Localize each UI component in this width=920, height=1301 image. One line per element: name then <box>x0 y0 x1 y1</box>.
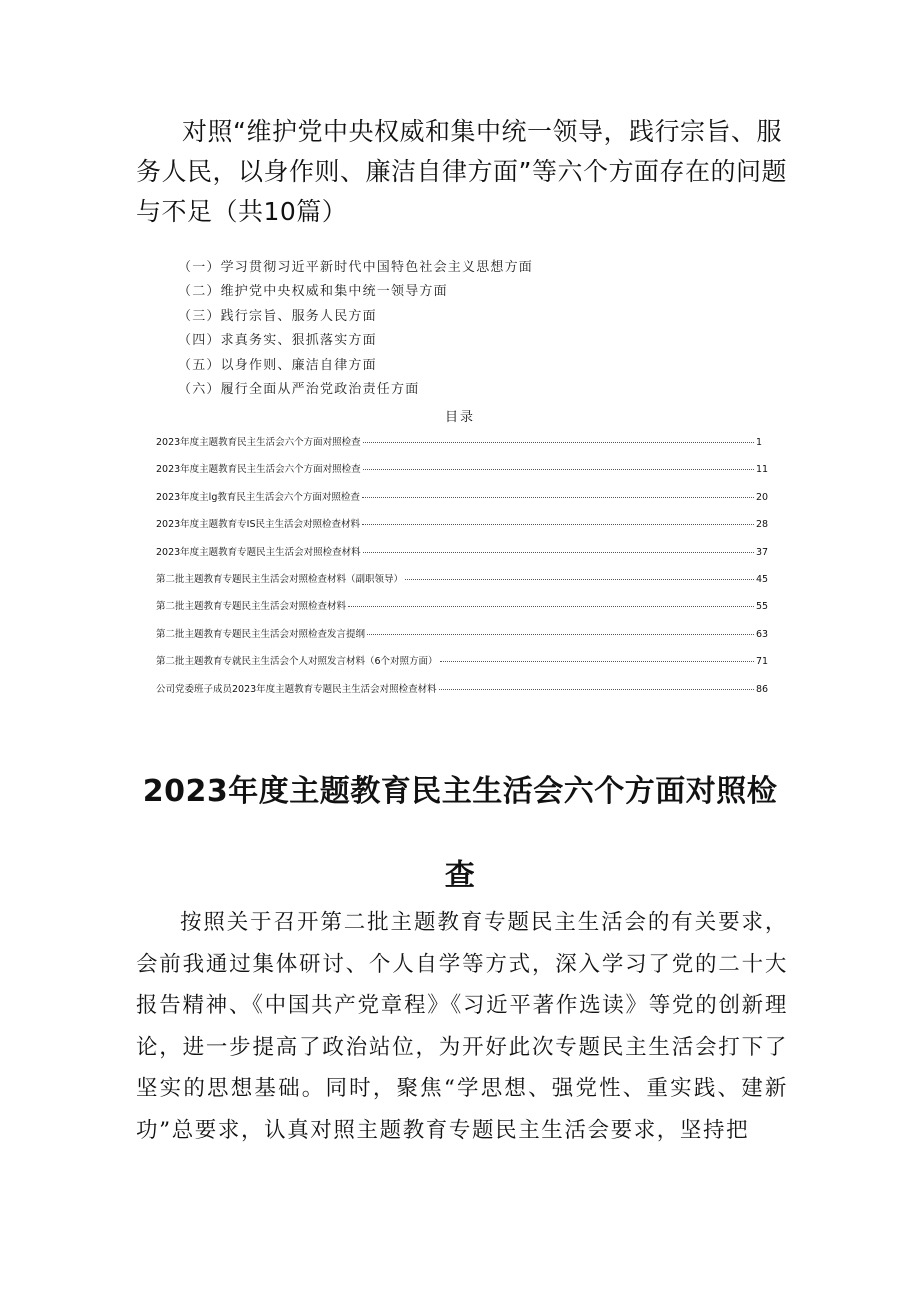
aspect-item: （五）以身作则、廉洁自律方面 <box>178 357 377 373</box>
article-body-paragraph: 按照关于召开第二批主题教育专题民主生活会的有关要求，会前我通过集体研讨、个人自学等方式，深入学习了党的二十大报告精神、《中国共产党章程》《习近平著作选读》等党的创新理论，进一步提高了政治站位，为开好此次专题民主生活会打下了坚实的思想基础。同时，聚焦“学思想、强党性、重实践、建新功”总要求，认真对照主题教育专题民主生活会要求，坚持把 <box>136 910 788 1143</box>
document-title: 对照“维护党中央权威和集中统一领导，践行宗旨、服务人民，以身作则、廉洁自律方面”等六个方面存在的问题与不足（共10篇） <box>136 117 787 226</box>
toc-leader-dots <box>405 579 754 580</box>
aspect-item: （二）维护党中央权威和集中统一领导方面 <box>178 284 448 300</box>
toc-leader-dots <box>363 469 754 470</box>
toc-entry[interactable] <box>156 514 770 541</box>
aspect-item: （一）学习贯彻习近平新时代中国特色社会主义思想方面 <box>178 260 534 275</box>
toc-entry[interactable] <box>156 569 770 596</box>
toc-entry-page: 37 <box>756 546 769 558</box>
toc-entry-page: 63 <box>756 628 769 640</box>
toc-entry-title: 2023年度主题教育民主生活会六个方面对照检查 <box>156 437 361 448</box>
toc-entry-page: 28 <box>756 519 769 531</box>
toc-leader-dots <box>367 634 754 635</box>
toc-entry-page: 55 <box>756 601 769 613</box>
toc-entry-title: 第二批主题教育专题民主生活会对照检查发言提纲 <box>156 628 366 640</box>
toc-leader-dots <box>363 442 754 443</box>
toc-entry-title: 2023年度主题教育专IS民主生活会对照检查材料 <box>156 519 361 531</box>
toc-leader-dots <box>362 524 754 525</box>
toc-entry-title: 第二批主题教育专题民主生活会对照检查材料 <box>156 601 347 613</box>
toc-entry-title: 2023年度主lg教育民主生活会六个方面对照检查 <box>156 491 360 503</box>
toc-entry[interactable] <box>156 432 770 459</box>
toc-entry-page: 86 <box>756 683 769 695</box>
toc-leader-dots <box>363 552 754 553</box>
toc-entry-page: 20 <box>756 491 769 503</box>
toc-entry[interactable] <box>156 624 770 651</box>
toc-entry-title: 第二批主题教育专题民主生活会对照检查材料（副职领导） <box>156 573 404 585</box>
toc-leader-dots <box>439 689 754 690</box>
toc-leader-dots <box>362 497 754 498</box>
toc-entry-page: 1 <box>756 437 763 448</box>
toc-entry[interactable] <box>156 596 770 623</box>
toc-entry-title: 第二批主题教育专就民主生活会个人对照发言材料（6个对照方面） <box>156 656 438 668</box>
article-title: 2023年度主题教育民主生活会六个方面对照检查 <box>142 774 778 893</box>
toc-entry-title: 2023年度主题教育民主生活会六个方面对照检查 <box>156 464 361 476</box>
toc-entry-title: 2023年度主题教育专题民主生活会对照检查材料 <box>156 546 361 558</box>
aspect-item: （三）践行宗旨、服务人民方面 <box>178 308 377 324</box>
toc-entry-page: 71 <box>756 656 769 668</box>
toc-leader-dots <box>348 606 754 607</box>
toc-entry[interactable] <box>156 459 770 486</box>
aspects-list <box>178 256 533 402</box>
toc-heading: 目录 <box>444 410 475 425</box>
aspect-item: （六）履行全面从严治党政治责任方面 <box>178 382 420 398</box>
toc-entry-title: 公司党委班子成员2023年度主题教育专题民主生活会对照检查材料 <box>156 683 437 695</box>
toc-entry[interactable] <box>156 651 770 678</box>
toc-entry[interactable] <box>156 542 770 569</box>
toc-entry-page: 45 <box>756 573 769 585</box>
aspect-item: （四）求真务实、狠抓落实方面 <box>178 333 377 349</box>
table-of-contents <box>156 432 770 706</box>
toc-leader-dots <box>440 661 754 662</box>
toc-entry[interactable] <box>156 487 770 514</box>
toc-entry-page: 11 <box>756 464 769 476</box>
toc-entry[interactable] <box>156 679 770 706</box>
